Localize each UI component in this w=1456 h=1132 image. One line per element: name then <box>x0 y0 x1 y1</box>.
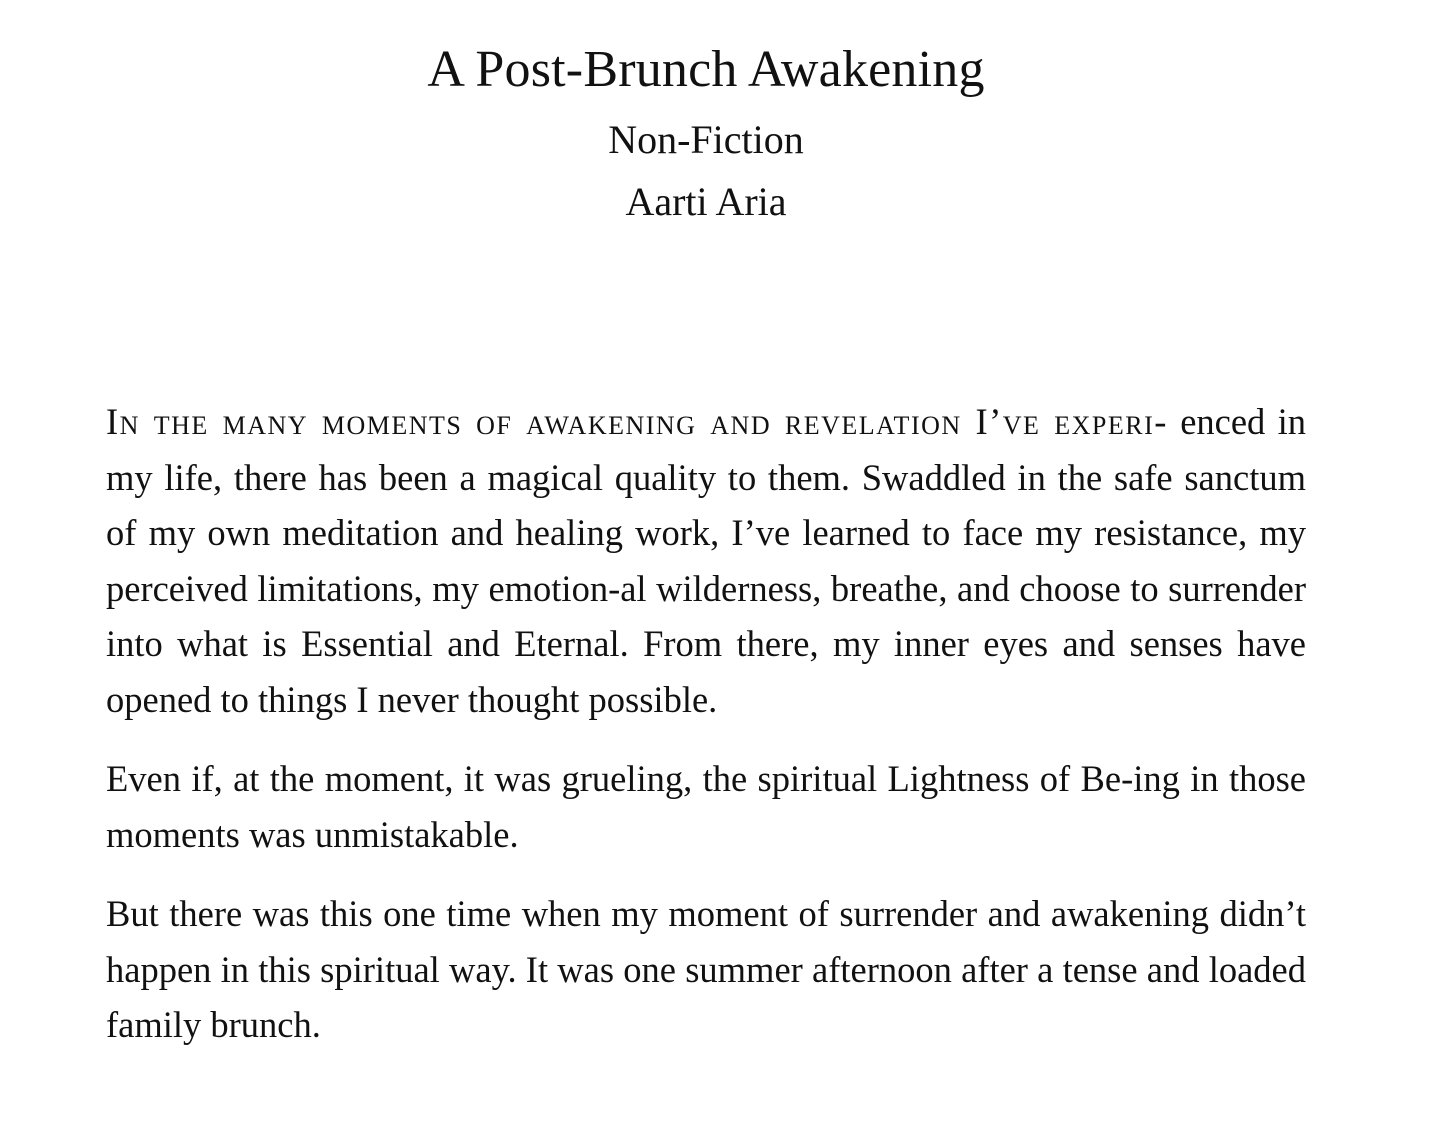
paragraph-lead-smallcaps: In the many moments of awakening and revelation I’ve experi- <box>106 401 1168 442</box>
document-header <box>0 36 1412 232</box>
paragraph-1 <box>106 394 1306 727</box>
author-name: Aarti Aria <box>625 179 787 224</box>
paragraph-1-text: enced in my life, there has been a magical quality to them. Swaddled in the safe sanctum of my own meditation and healing work, I’ve learned to face my resistance, my perceived limitations, my emotion-al wilderness, breathe, and choose to surrender into what is Essential and Eternal. From there, my inner eyes and senses have opened to things I never thought possible. <box>106 401 1306 720</box>
paragraph-2: Even if, at the moment, it was grueling, the spiritual Lightness of Be-ing in those moments was unmistakable. <box>106 758 1306 855</box>
paragraph-3: But there was this one time when my moment of surrender and awakening didn’t happen in this spiritual way. It was one summer afternoon after a tense and loaded family brunch. <box>106 893 1306 1045</box>
document-body <box>106 394 1306 1077</box>
genre-label: Non-Fiction <box>608 117 804 162</box>
page-title: A Post-Brunch Awakening <box>427 41 985 98</box>
